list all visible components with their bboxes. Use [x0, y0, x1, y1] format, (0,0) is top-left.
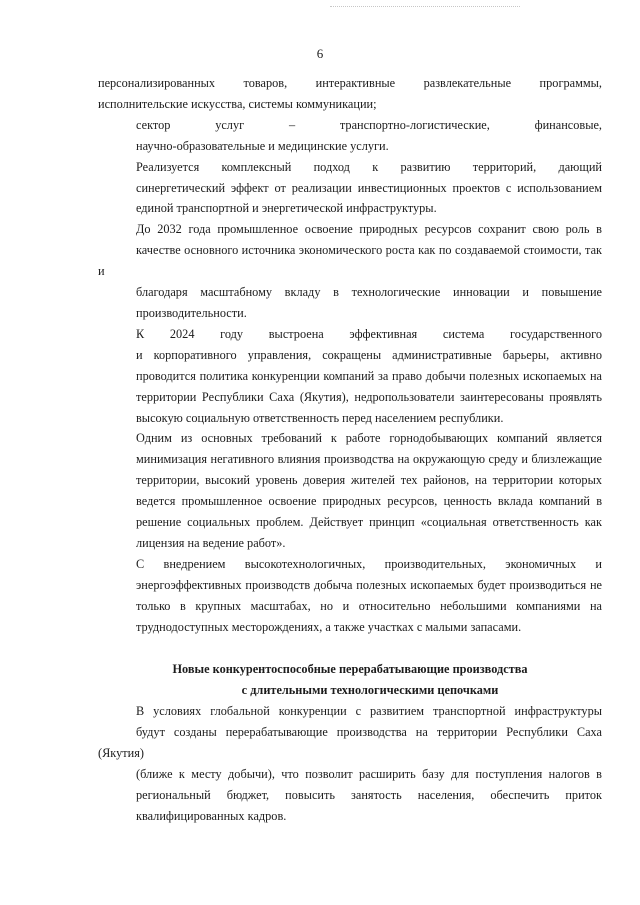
page-number: 6 — [316, 46, 324, 61]
paragraph — [98, 219, 602, 324]
text-line: Реализуется комплексный подход к развитию территорий, дающий — [136, 159, 602, 174]
text-line: территории, высокий уровень доверия жителей тех районов, на территории которых — [136, 473, 602, 488]
text-line: единой транспортной и энергетической инфраструктуры. — [136, 201, 437, 216]
scan-artifact — [330, 6, 520, 9]
text-line: лицензия на ведение работ». — [136, 535, 286, 550]
text-line: минимизация негативного влияния производства на окружающую среду и близлежащие — [136, 452, 602, 467]
text-line: проводится политика конкуренции компаний за право добычи полезных ископаемых на — [136, 368, 602, 383]
paragraph-list — [98, 73, 602, 637]
paragraph — [98, 73, 602, 115]
text-line: До 2032 года промышленное освоение природных ресурсов сохранит свою роль в — [136, 222, 602, 237]
body-text — [98, 73, 602, 827]
closing-paragraph-container — [98, 701, 602, 826]
paragraph — [98, 157, 602, 220]
section-gap — [98, 637, 602, 659]
text-line: К 2024 году выстроена эффективная система государственного — [136, 326, 602, 341]
text-line: производительности. — [136, 305, 247, 320]
paragraph — [98, 324, 602, 429]
text-line: региональный бюджет, повысить занятость населения, обеспечить приток — [136, 788, 602, 803]
paragraph — [98, 115, 602, 157]
text-line: исполнительские искусства, системы коммуникации; — [98, 96, 377, 111]
text-line: высокую социальную ответственность перед населением республики. — [136, 410, 504, 425]
text-line: С внедрением высокотехнологичных, производительных, экономичных и — [136, 556, 602, 571]
text-line: труднодоступных месторождениях, а также участках с малыми запасами. — [136, 619, 522, 634]
text-line: ведется промышленное освоение природных ресурсов, ценность вклада компаний в — [136, 494, 602, 509]
text-line: территории Республики Саха (Якутия), недропользователи заинтересованы проявлять — [136, 389, 602, 404]
closing-paragraph — [98, 701, 602, 826]
text-line: энергоэффективных производств добыча полезных ископаемых будет производиться не — [136, 577, 602, 592]
section-heading — [98, 659, 602, 701]
text-line: будут созданы перерабатывающие производства на территории Республики Саха (Якутия) — [98, 725, 602, 761]
text-line: научно-образовательные и медицинские услуги. — [136, 138, 389, 153]
text-line: и корпоративного управления, сокращены административные барьеры, активно — [136, 347, 602, 362]
text-line: В условиях глобальной конкуренции с развитием транспортной инфраструктуры — [136, 704, 602, 719]
paragraph — [98, 554, 602, 638]
section-heading-line-1: Новые конкурентоспособные перерабатывающие производства — [172, 662, 528, 677]
paragraph — [98, 428, 602, 553]
text-line: персонализированных товаров, интерактивные развлекательные программы, — [98, 76, 602, 90]
section-heading-line-2: с длительными технологическими цепочками — [241, 683, 499, 698]
text-line: благодаря масштабному вкладу в технологические инновации и повышение — [136, 285, 602, 300]
text-line: качестве основного источника экономического роста как по создаваемой стоимости, так и — [98, 243, 602, 279]
text-line: синергетический эффект от реализации инвестиционных проектов с использованием — [136, 180, 602, 195]
text-line: решение социальных проблем. Действует принцип «социальная ответственность как — [136, 515, 602, 530]
text-line: только в крупных масштабах, но и относительно небольшими компаниями на — [136, 598, 602, 613]
text-line: квалифицированных кадров. — [136, 809, 287, 823]
text-line: (ближе к месту добычи), что позволит расширить базу для поступления налогов в — [136, 767, 602, 782]
text-line: Одним из основных требований к работе горнодобывающих компаний является — [136, 431, 602, 446]
text-line: сектор услуг – транспортно-логистические, финансовые, — [136, 117, 602, 132]
